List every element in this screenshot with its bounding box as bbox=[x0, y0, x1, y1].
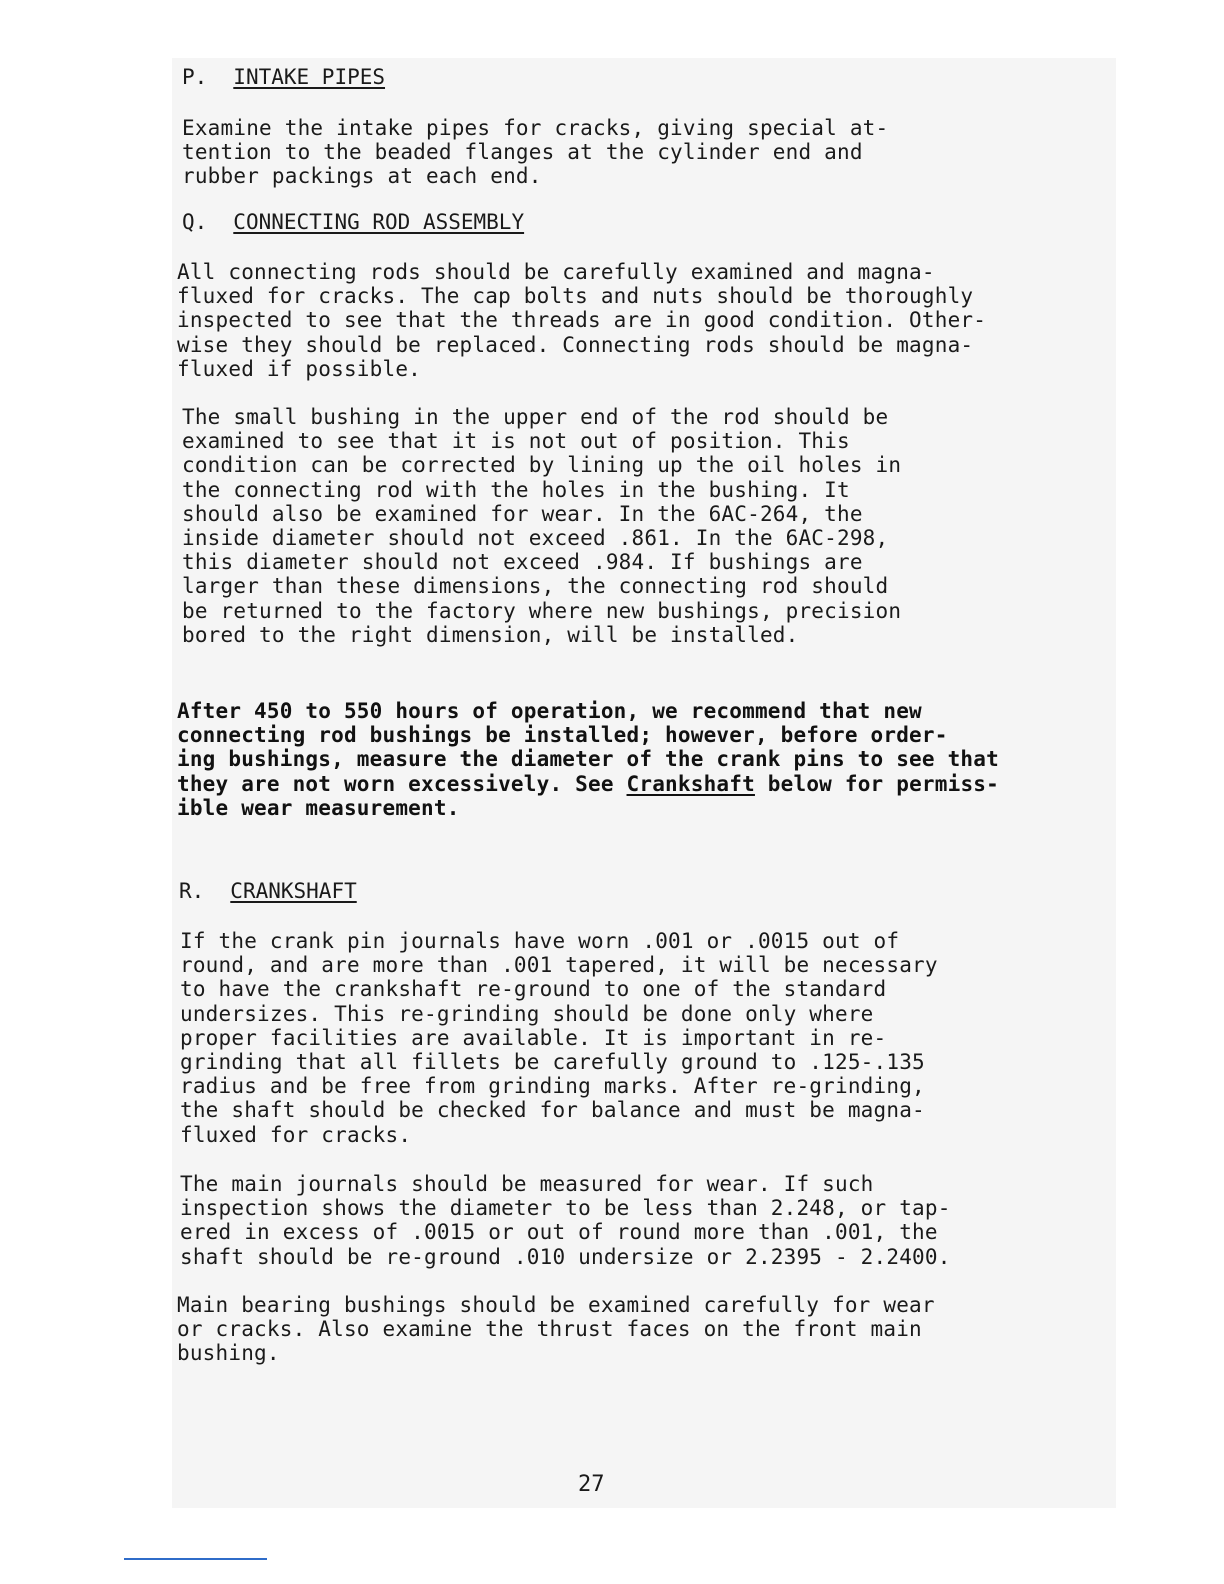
crankshaft-paragraph-2 bbox=[180, 1172, 951, 1269]
text-line: inspection shows the diameter to be less than 2.248, or tap- bbox=[180, 1196, 951, 1221]
text-line: this diameter should not exceed .984. If bushings are bbox=[182, 550, 863, 575]
text-line: shaft should be re-ground .010 undersize or 2.2395 - 2.2400. bbox=[180, 1244, 951, 1269]
text-line: to have the crankshaft re-ground to one of the standard bbox=[180, 977, 887, 1002]
text-line: should also be examined for wear. In the 6AC-264, the bbox=[182, 501, 863, 526]
section-letter: Q. bbox=[182, 210, 208, 234]
text-line-with-reference bbox=[177, 772, 999, 796]
page-number: 27 bbox=[578, 1472, 605, 1497]
section-heading-connecting-rod bbox=[182, 210, 524, 234]
text-line: wise they should be replaced. Connecting rods should be magna- bbox=[177, 332, 974, 357]
text-line: If the crank pin journals have worn .001 or .0015 out of bbox=[180, 929, 900, 953]
text-line: rubber packings at each end. bbox=[182, 164, 542, 189]
text-line: After 450 to 550 hours of operation, we recommend that new bbox=[177, 699, 922, 723]
text-line: All connecting rods should be carefully examined and magna- bbox=[177, 260, 935, 284]
intake-paragraph bbox=[182, 116, 888, 189]
text-line: ible wear measurement. bbox=[177, 795, 460, 820]
text-line: Examine the intake pipes for cracks, giving special at- bbox=[182, 116, 889, 140]
rod-paragraph-2 bbox=[182, 405, 901, 647]
text-line: round, and are more than .001 tapered, it will be necessary bbox=[180, 953, 938, 978]
text-line: ing bushings, measure the diameter of the crank pins to see that bbox=[177, 747, 999, 772]
text-line: fluxed if possible. bbox=[177, 356, 422, 381]
text-line: condition can be corrected by lining up the oil holes in bbox=[182, 453, 902, 478]
footer-link-rule bbox=[124, 1558, 267, 1560]
text-line: larger than these dimensions, the connecting rod should bbox=[182, 574, 889, 599]
rod-recommendation-paragraph bbox=[177, 699, 999, 820]
text-segment: they are not worn excessively. See bbox=[177, 771, 627, 796]
text-line: the shaft should be checked for balance and must be magna- bbox=[180, 1098, 925, 1123]
text-line: fluxed for cracks. bbox=[180, 1122, 412, 1147]
crankshaft-paragraph-1 bbox=[180, 929, 938, 1147]
section-letter: P. bbox=[182, 65, 208, 89]
rod-paragraph-1 bbox=[177, 260, 986, 381]
text-line: undersizes. This re-grinding should be done only where bbox=[180, 1001, 874, 1026]
text-line: or cracks. Also examine the thrust faces on the front main bbox=[177, 1317, 922, 1342]
text-line: the connecting rod with the holes in the bushing. It bbox=[182, 477, 850, 502]
section-letter: R. bbox=[179, 879, 205, 903]
text-line: inside diameter should not exceed .861. In the 6AC-298, bbox=[182, 526, 889, 551]
text-line: radius and be free from grinding marks. After re-grinding, bbox=[180, 1074, 925, 1099]
text-line: bored to the right dimension, will be installed. bbox=[182, 622, 799, 647]
text-line: examined to see that it is not out of position. This bbox=[182, 429, 850, 454]
text-line: The main journals should be measured for wear. If such bbox=[180, 1172, 874, 1196]
text-line: bushing. bbox=[177, 1341, 280, 1366]
text-line: proper facilities are available. It is important in re- bbox=[180, 1025, 887, 1050]
text-line: connecting rod bushings be installed; however, before order- bbox=[177, 723, 948, 748]
text-line: grinding that all fillets be carefully ground to .125-.135 bbox=[180, 1050, 925, 1075]
text-line: Main bearing bushings should be examined carefully for wear bbox=[177, 1293, 935, 1317]
section-heading-intake-pipes bbox=[182, 65, 385, 89]
text-line: inspected to see that the threads are in good condition. Other- bbox=[177, 308, 987, 333]
section-title: INTAKE PIPES bbox=[233, 65, 386, 89]
section-heading-crankshaft bbox=[179, 879, 357, 903]
section-title: CONNECTING ROD ASSEMBLY bbox=[233, 210, 525, 234]
text-line: fluxed for cracks. The cap bolts and nuts should be thoroughly bbox=[177, 284, 974, 309]
text-line: ered in excess of .0015 or out of round more than .001, the bbox=[180, 1220, 938, 1245]
crankshaft-paragraph-3 bbox=[177, 1293, 935, 1366]
text-segment: below for permiss- bbox=[754, 771, 999, 796]
text-line: tention to the beaded flanges at the cylinder end and bbox=[182, 140, 863, 165]
section-title: CRANKSHAFT bbox=[230, 879, 357, 903]
text-line: be returned to the factory where new bushings, precision bbox=[182, 598, 902, 623]
crankshaft-reference: Crankshaft bbox=[626, 771, 755, 796]
text-line: The small bushing in the upper end of the rod should be bbox=[182, 405, 889, 429]
